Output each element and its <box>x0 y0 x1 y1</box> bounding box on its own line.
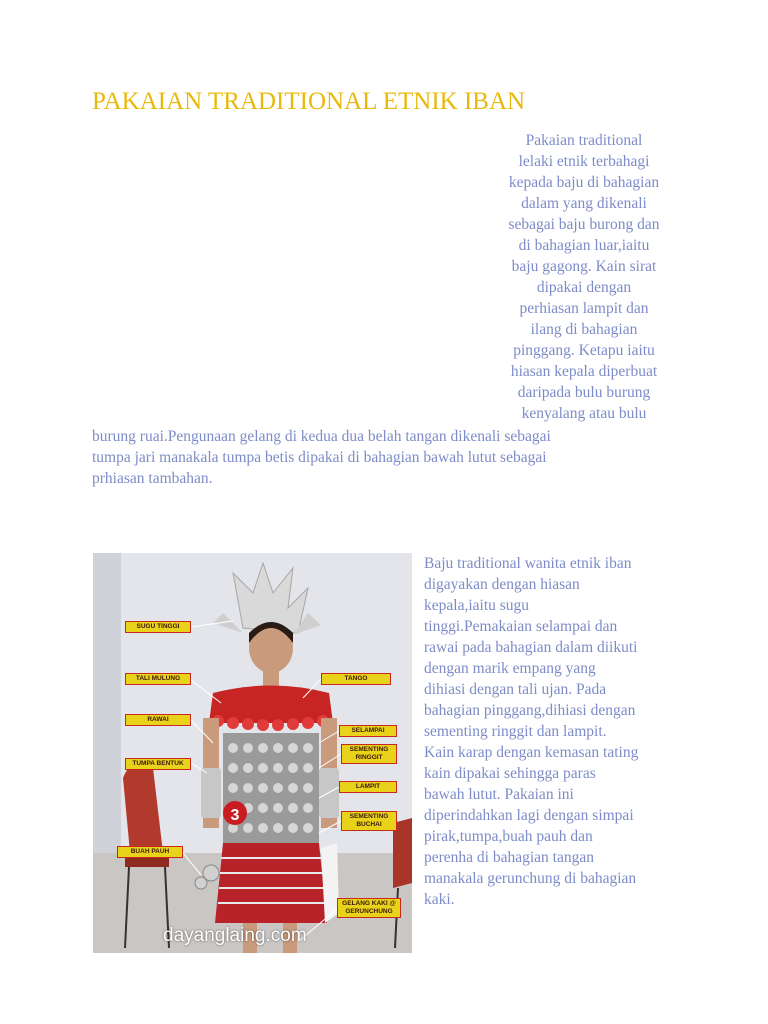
text-line: dalam yang dikenali <box>521 195 647 212</box>
paragraph-male-attire-continued <box>92 426 692 489</box>
text-line: di bahagian luar,iaitu <box>518 237 650 254</box>
text-line: kain dipakai sehingga paras <box>424 765 596 782</box>
label-sugu-tinggi: SUGU TINGGI <box>125 621 191 633</box>
text-line: kaki. <box>424 891 455 908</box>
text-line: sebagai baju burong dan <box>508 216 660 233</box>
label-tango: TANGO <box>321 673 391 685</box>
female-costume-photo <box>93 553 412 953</box>
label-rawai: RAWAI <box>125 714 191 726</box>
paragraph-male-attire-intro <box>484 130 684 424</box>
label-tali-mulung: TALI MULUNG <box>125 673 191 685</box>
paragraph-female-attire <box>424 553 684 910</box>
label-sementing-ringgit: SEMENTING RINGGIT <box>341 744 397 764</box>
label-selampai: SELAMPAI <box>339 725 397 737</box>
badge-number: 3 <box>230 807 240 824</box>
text-line: manakala gerunchung di bahagian <box>424 870 637 887</box>
text-line: kepala,iaitu sugu <box>424 597 530 614</box>
label-buah-pauh: BUAH PAUH <box>117 846 183 858</box>
label-gelang-kaki: GELANG KAKI @ GERUNCHUNG <box>337 898 401 918</box>
text-line: ilang di bahagian <box>530 321 638 338</box>
text-line: digayakan dengan hiasan <box>424 576 580 593</box>
text-line: tumpa jari manakala tumpa betis dipakai di bahagian bawah lutut sebagai <box>92 449 547 466</box>
text-line: sementing ringgit dan lampit. <box>424 723 607 740</box>
text-line: kenyalang atau bulu <box>521 405 647 422</box>
text-line: burung ruai.Pengunaan gelang di kedua dua belah tangan dikenali sebagai <box>92 428 551 445</box>
photo-watermark: dayanglaing.com <box>163 925 307 946</box>
text-line: tinggi.Pemakaian selampai dan <box>424 618 618 635</box>
text-line: prhiasan tambahan. <box>92 470 213 487</box>
text-line: pinggang. Ketapu iaitu <box>513 342 655 359</box>
label-tumpa-bentuk: TUMPA BENTUK <box>125 758 191 770</box>
text-line: perhiasan lampit dan <box>519 300 649 317</box>
text-line: rawai pada bahagian dalam diikuti <box>424 639 638 656</box>
text-line: Kain karap dengan kemasan tating <box>424 744 639 761</box>
text-line: bahagian pinggang,dihiasi dengan <box>424 702 636 719</box>
text-line: Pakaian traditional <box>525 132 643 149</box>
text-line: lelaki etnik terbahagi <box>518 153 650 170</box>
text-line: dihiasi dengan tali ujan. Pada <box>424 681 607 698</box>
text-line: baju gagong. Kain sirat <box>511 258 657 275</box>
text-line: diperindahkan lagi dengan simpai <box>424 807 634 824</box>
text-line: bawah lutut. Pakaian ini <box>424 786 574 803</box>
text-line: dipakai dengan <box>536 279 632 296</box>
text-line: kepada baju di bahagian <box>508 174 660 191</box>
text-line: Baju traditional wanita etnik iban <box>424 555 632 572</box>
text-line: hiasan kepala diperbuat <box>510 363 658 380</box>
text-line: perenha di bahagian tangan <box>424 849 594 866</box>
page-title: PAKAIAN TRADITIONAL ETNIK IBAN <box>92 88 526 115</box>
text-line: dengan marik empang yang <box>424 660 596 677</box>
text-line: pirak,tumpa,buah pauh dan <box>424 828 593 845</box>
label-lampit: LAMPIT <box>339 781 397 793</box>
label-sementing-buchai: SEMENTING BUCHAI <box>341 811 397 831</box>
text-line: daripada bulu burung <box>517 384 651 401</box>
